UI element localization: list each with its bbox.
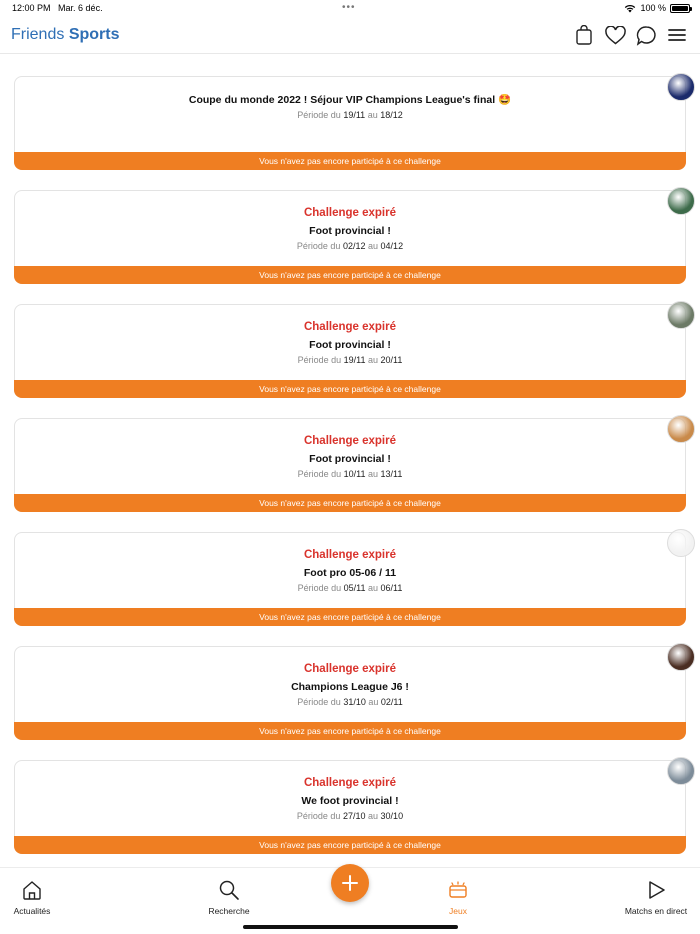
period-prefix: Période du [297, 583, 342, 593]
period-end-date: 04/12 [380, 241, 404, 251]
period-start-date: 05/11 [343, 583, 366, 593]
challenge-period [15, 241, 685, 251]
challenge-period [15, 811, 685, 821]
period-prefix: Période du [297, 469, 342, 479]
challenge-status: Challenge expiré [303, 207, 397, 219]
chat-icon[interactable] [635, 24, 657, 46]
challenge-avatar[interactable] [667, 415, 695, 443]
challenge-card-body [15, 761, 685, 835]
challenge-period [15, 110, 685, 120]
challenge-title: Foot pro 05-06 / 11 [303, 567, 397, 579]
app-logo[interactable]: Friends Sports [11, 26, 120, 43]
challenge-period [15, 469, 685, 479]
period-separator: au [368, 241, 379, 251]
challenge-period [15, 697, 685, 707]
period-separator: au [368, 697, 379, 707]
challenge-avatar[interactable] [667, 757, 695, 785]
challenge-status: Challenge expiré [303, 549, 397, 561]
challenge-card[interactable] [14, 646, 686, 740]
challenge-card-body [15, 191, 685, 265]
home-indicator [243, 925, 458, 929]
challenge-card[interactable] [14, 76, 686, 170]
bottom-navigation [0, 867, 700, 934]
nav-item-recherche[interactable] [206, 878, 252, 916]
participation-banner[interactable]: Vous n'avez pas encore participé à ce challenge [14, 266, 686, 284]
challenge-title: Coupe du monde 2022 ! Séjour VIP Champions League's final 🤩 [188, 94, 512, 106]
period-end-date: 30/10 [380, 811, 404, 821]
challenge-avatar[interactable] [667, 529, 695, 557]
challenge-status: Challenge expiré [303, 435, 397, 447]
nav-item-actualites[interactable] [13, 878, 51, 916]
challenge-title: Foot provincial ! [309, 453, 391, 465]
challenge-card-body [15, 419, 685, 493]
period-start-date: 10/11 [343, 469, 366, 479]
add-button[interactable] [331, 864, 369, 902]
period-start-date: 02/12 [342, 241, 366, 251]
period-separator: au [368, 811, 379, 821]
multitasking-dots[interactable]: ••• [342, 2, 356, 13]
participation-banner[interactable]: Vous n'avez pas encore participé à ce challenge [14, 608, 686, 626]
play-icon [622, 878, 690, 902]
wifi-icon [624, 4, 636, 13]
participation-banner[interactable]: Vous n'avez pas encore participé à ce challenge [14, 380, 686, 398]
period-end-date: 13/11 [380, 469, 403, 479]
challenge-title: Champions League J6 ! [291, 681, 409, 693]
period-separator: au [367, 110, 378, 120]
search-icon [206, 878, 252, 902]
participation-banner[interactable]: Vous n'avez pas encore participé à ce challenge [14, 836, 686, 854]
period-start-date: 19/11 [343, 110, 366, 120]
period-start-date: 27/10 [342, 811, 366, 821]
challenge-avatar[interactable] [667, 187, 695, 215]
period-prefix: Période du [297, 697, 341, 707]
status-indicators [624, 3, 690, 13]
app-header [0, 18, 700, 54]
challenge-title: Foot provincial ! [309, 339, 391, 351]
nav-label-jeux: Jeux [449, 906, 467, 916]
period-end-date: 06/11 [380, 583, 403, 593]
challenge-period [15, 355, 685, 365]
period-prefix: Période du [296, 811, 341, 821]
nav-label-recherche: Recherche [208, 906, 250, 916]
period-end-date: 18/12 [380, 110, 403, 120]
plus-icon [341, 874, 359, 892]
period-prefix: Période du [296, 241, 341, 251]
nav-item-jeux[interactable] [444, 878, 472, 916]
nav-label-matchs-en-direct: Matchs en direct [624, 906, 688, 916]
challenge-avatar[interactable] [667, 301, 695, 329]
participation-banner[interactable]: Vous n'avez pas encore participé à ce challenge [14, 152, 686, 170]
period-end-date: 02/11 [380, 697, 403, 707]
bag-icon[interactable] [573, 24, 595, 46]
challenge-card[interactable] [14, 532, 686, 626]
challenge-status: Challenge expiré [303, 663, 397, 675]
battery-percent: 100 % [640, 3, 666, 13]
challenge-status: Challenge expiré [303, 321, 397, 333]
challenge-card[interactable] [14, 190, 686, 284]
challenge-card[interactable] [14, 418, 686, 512]
challenge-card[interactable] [14, 304, 686, 398]
challenge-title: We foot provincial ! [301, 795, 399, 807]
nav-label-actualites: Actualités [13, 906, 51, 916]
period-separator: au [368, 583, 379, 593]
status-bar [0, 0, 700, 18]
period-separator: au [368, 355, 379, 365]
period-separator: au [368, 469, 379, 479]
status-time: 12:00 PM Mar. 6 déc. [12, 3, 103, 13]
period-prefix: Période du [297, 355, 342, 365]
participation-banner[interactable]: Vous n'avez pas encore participé à ce challenge [14, 494, 686, 512]
menu-icon[interactable] [666, 24, 688, 46]
heart-icon[interactable] [604, 24, 626, 46]
challenge-list[interactable] [0, 55, 700, 867]
home-icon [13, 878, 51, 902]
challenge-card[interactable] [14, 760, 686, 854]
period-prefix: Période du [297, 110, 341, 120]
challenge-card-body [15, 77, 685, 151]
participation-banner[interactable]: Vous n'avez pas encore participé à ce challenge [14, 722, 686, 740]
challenge-card-body [15, 647, 685, 721]
stadium-icon [444, 878, 472, 902]
battery-icon [670, 4, 690, 13]
period-end-date: 20/11 [380, 355, 403, 365]
challenge-avatar[interactable] [667, 73, 695, 101]
challenge-title: Foot provincial ! [309, 225, 391, 237]
challenge-card-body [15, 305, 685, 379]
challenge-avatar[interactable] [667, 643, 695, 671]
challenge-period [15, 583, 685, 593]
challenge-card-body [15, 533, 685, 607]
period-start-date: 31/10 [343, 697, 366, 707]
nav-item-matchs-en-direct[interactable] [622, 878, 690, 916]
challenge-status: Challenge expiré [303, 777, 397, 789]
period-start-date: 19/11 [343, 355, 366, 365]
header-actions [573, 24, 688, 46]
